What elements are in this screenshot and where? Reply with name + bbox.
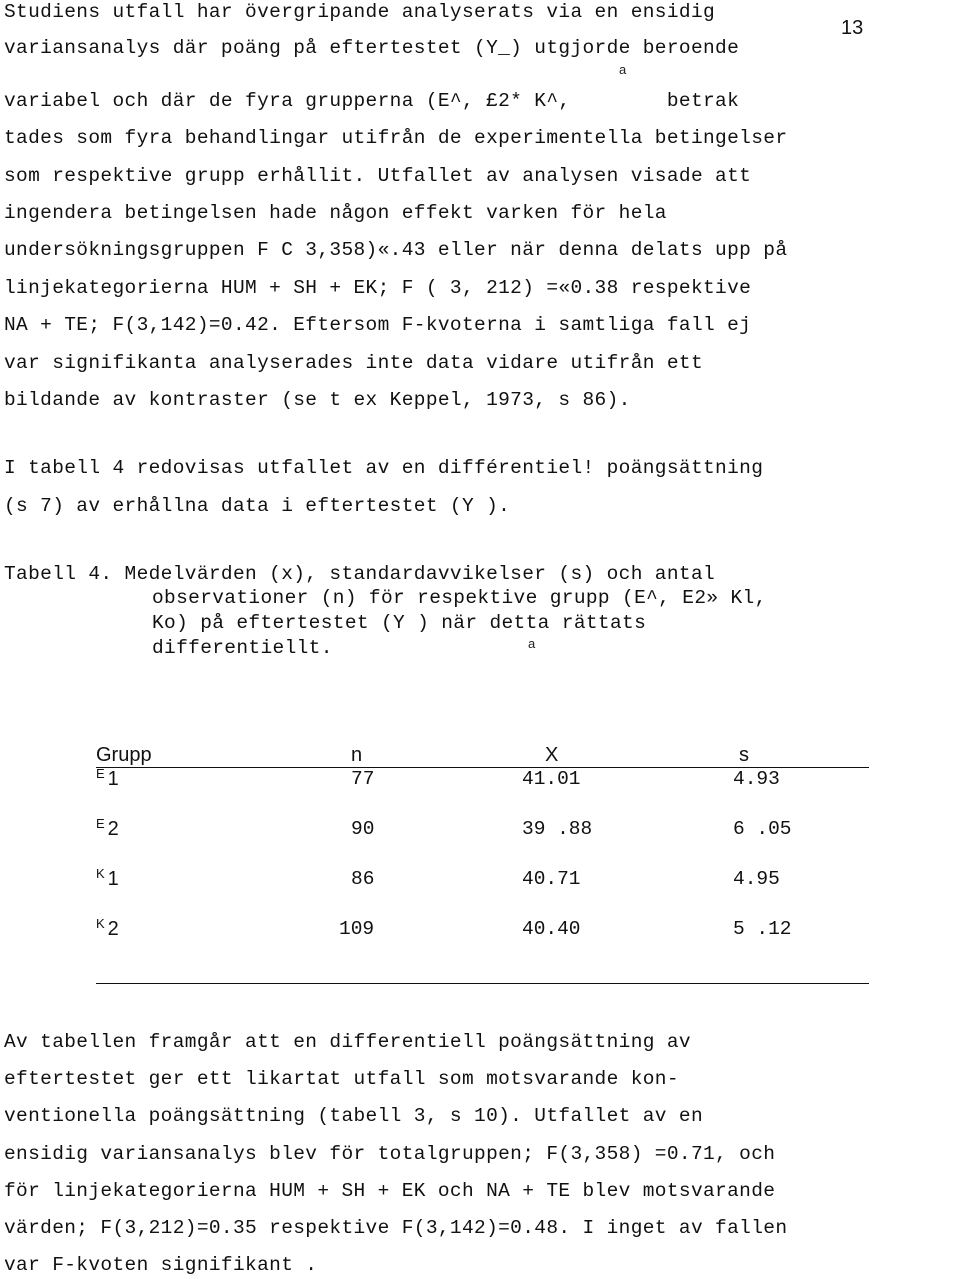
text-line: linjekategorierna HUM + SH + EK; F ( 3, 212) =«0.38 respektive <box>4 277 752 299</box>
cell-n: 109 <box>339 918 375 940</box>
text-line: I tabell 4 redovisas utfallet av en différentiel! poängsättning <box>4 457 764 479</box>
text-line: (s 7) av erhållna data i eftertestet (Y ). <box>4 495 511 517</box>
text-line: tades som fyra behandlingar utifrån de experimentella betingelser <box>4 127 788 149</box>
cell-s: 4.95 <box>733 868 780 890</box>
text-line: ingendera betingelsen hade någon effekt varken för hela <box>4 202 667 224</box>
text-line: var signifikanta analyserades inte data vidare utifrån ett <box>4 352 704 374</box>
text-line: ensidig variansanalys blev för totalgruppen; F(3,358) =0.71, och <box>4 1143 776 1165</box>
cell-x: 40.40 <box>522 918 581 940</box>
text-line: var F-kvoten signifikant . <box>4 1254 318 1276</box>
group-label: $^E$ 1 <box>96 766 119 790</box>
text-line: för linjekategorierna HUM + SH + EK och NA + TE blev motsvarande <box>4 1180 776 1202</box>
cell-n: 90 <box>351 818 375 840</box>
cell-s: 4.93 <box>733 768 780 790</box>
text-line: som respektive grupp erhållit. Utfallet av analysen visade att <box>4 165 752 187</box>
header-grupp: Grupp <box>96 744 152 766</box>
header-n: n <box>351 744 363 766</box>
text-line: ventionella poängsättning (tabell 3, s 10). Utfallet av en <box>4 1105 704 1127</box>
text-line: Av tabellen framgår att en differentiell poängsättning av <box>4 1031 691 1053</box>
cell-s: 5 .12 <box>733 918 792 940</box>
cell-s: 6 .05 <box>733 818 792 840</box>
bottom-rule <box>96 983 869 984</box>
text-line: variansanalys där poäng på eftertestet (Y_) utgjorde beroende <box>4 37 740 59</box>
group-label: $^E$ 2 <box>96 816 119 840</box>
header-s: s <box>739 744 749 766</box>
text-line: bildande av kontraster (se t ex Keppel, 1973, s 86). <box>4 389 631 411</box>
subscript-a: a <box>528 636 536 651</box>
header-x: X <box>545 744 559 766</box>
page-number: 13 <box>841 17 864 39</box>
cell-x: 41.01 <box>522 768 581 790</box>
group-label: $^K$ 1 <box>96 866 119 890</box>
cell-x: 39 .88 <box>522 818 593 840</box>
text-line: NA + TE; F(3,142)=0.42. Eftersom F-kvoterna i samtliga fall ej <box>4 314 752 336</box>
cell-n: 77 <box>351 768 375 790</box>
cell-n: 86 <box>351 868 375 890</box>
caption-line: Ko) på eftertestet (Y ) när detta rättats <box>152 612 647 634</box>
text-line: undersökningsgruppen F C 3,358)«.43 eller när denna delats upp på <box>4 239 788 261</box>
group-label: $^K$ 2 <box>96 916 119 940</box>
text-line: Studiens utfall har övergripande analyserats via en ensidig <box>4 1 716 23</box>
caption-line: Tabell 4. Medelvärden (x), standardavvikelser (s) och antal <box>4 563 716 585</box>
caption-line: differentiellt. <box>152 637 333 659</box>
caption-line: observationer (n) för respektive grupp (E^, E2» Kl, <box>152 587 767 609</box>
text-line: variabel och där de fyra grupperna (E^, £2* K^, betrak <box>4 90 740 112</box>
subscript-a: a <box>619 62 627 77</box>
cell-x: 40.71 <box>522 868 581 890</box>
text-line: eftertestet ger ett likartat utfall som motsvarande kon- <box>4 1068 679 1090</box>
text-line: värden; F(3,212)=0.35 respektive F(3,142)=0.48. I inget av fallen <box>4 1217 788 1239</box>
